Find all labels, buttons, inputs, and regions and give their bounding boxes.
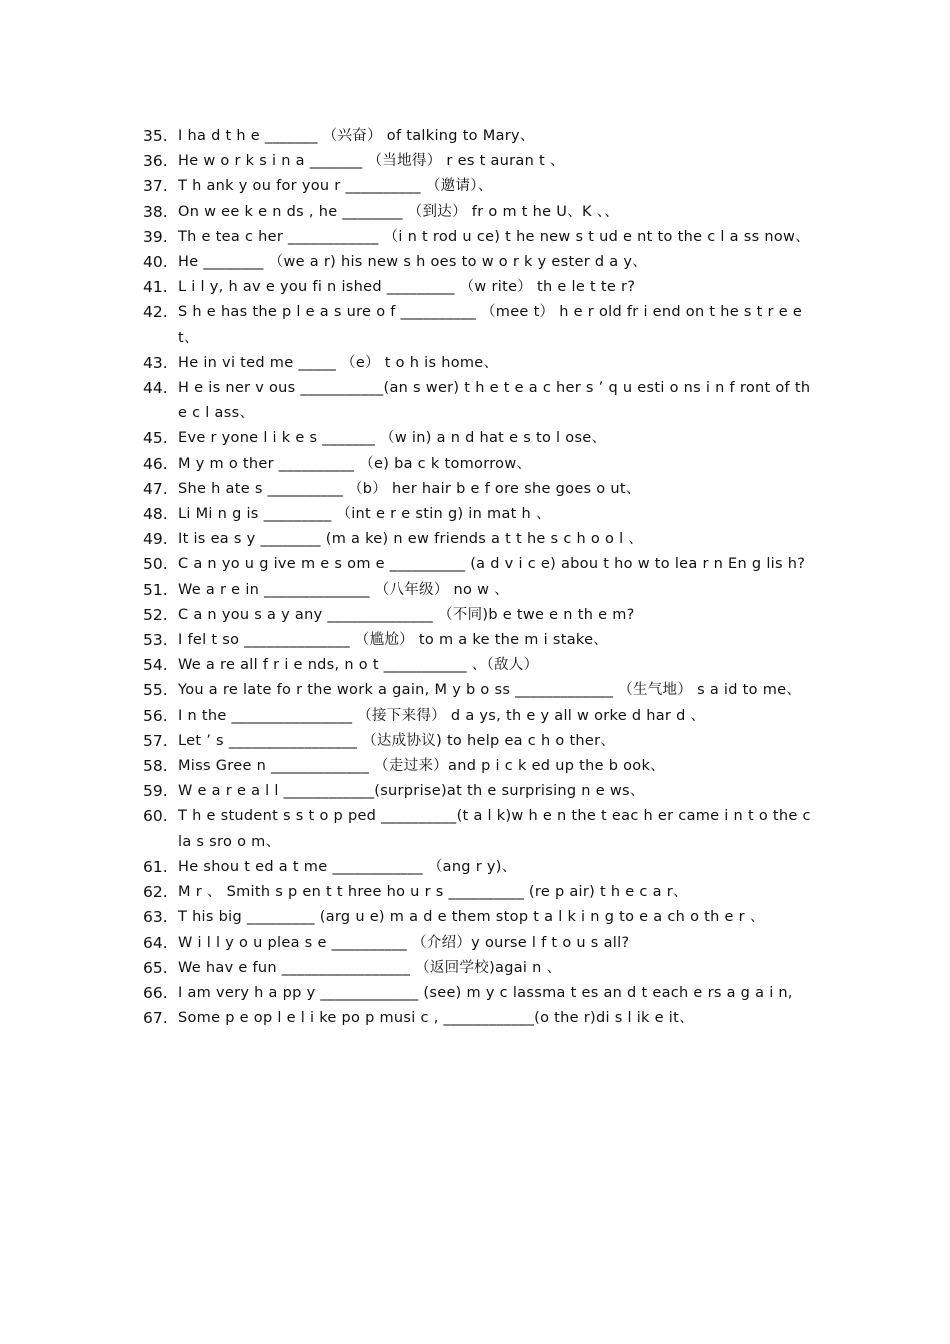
question-number: 47.: [143, 479, 168, 498]
question-item: [143, 653, 813, 678]
question-number: 44.: [143, 379, 168, 398]
question-item: [143, 124, 813, 149]
question-item: [143, 275, 813, 300]
question-item: [143, 779, 813, 804]
question-number: 45.: [143, 429, 168, 448]
question-number: 50.: [143, 555, 168, 574]
question-text: Miss Gree n _____________ （走过来）and p i c k ed up the b ook、: [178, 758, 665, 775]
question-number: 42.: [143, 303, 168, 322]
question-number: 55.: [143, 681, 168, 700]
question-item: [143, 855, 813, 880]
question-text: T h ank y ou for you r __________ （邀请）、: [178, 178, 493, 195]
question-item: [143, 981, 813, 1006]
question-item: [143, 552, 813, 577]
question-text: He shou t ed a t me ____________ （ang r y)、: [178, 858, 517, 875]
question-text: W i l l y o u plea s e __________ （介绍）y ourse l f t o u s all?: [178, 934, 630, 951]
question-text: S h e has the p l e a s ure o f __________ （mee t） h e r old fr i end on t he s t r e et、: [178, 304, 803, 346]
question-item: [143, 880, 813, 905]
question-number: 43.: [143, 353, 168, 372]
question-text: I ha d t h e _______ （兴奋） of talking to Mary、: [178, 128, 535, 144]
question-item: [143, 578, 813, 603]
question-number: 67.: [143, 1009, 168, 1028]
question-item: [143, 225, 813, 250]
question-number: 59.: [143, 782, 168, 801]
question-item: [143, 754, 813, 779]
question-text: C a n yo u g ive m e s om e __________ (a d v i c e) abou t ho w to lea r n En g lis h?: [178, 556, 806, 573]
question-text: We a r e in ______________ （八年级） no w 、: [178, 581, 509, 598]
question-number: 65.: [143, 958, 168, 977]
question-number: 52.: [143, 605, 168, 624]
question-text: It is ea s y ________ (m a ke) n ew friends a t t he s c h o o l 、: [178, 531, 644, 548]
question-number: 51.: [143, 580, 168, 599]
question-item: [143, 905, 813, 930]
question-item: [143, 804, 813, 854]
question-text: T h e student s s t o p ped __________(t a l k)w h e n the t eac h er came i n t o the cla s sro o m、: [178, 808, 811, 850]
question-text: Let ’ s _________________ （达成协议) to help ea c h o ther、: [178, 732, 616, 749]
question-list: [143, 124, 813, 1031]
question-item: [143, 527, 813, 552]
question-text: I am very h a pp y _____________ (see) m y c lassma t es an d t each e rs a g a i n,: [178, 984, 793, 1001]
question-number: 56.: [143, 706, 168, 725]
question-item: [143, 502, 813, 527]
question-number: 49.: [143, 530, 168, 549]
question-text: You a re late fo r the work a gain, M y b o ss _____________ （生气地） s a id to me、: [178, 682, 802, 699]
question-number: 58.: [143, 757, 168, 776]
question-item: [143, 300, 813, 350]
question-item: [143, 149, 813, 174]
question-text: C a n you s a y any ______________ （不同)b e twe e n th e m?: [178, 606, 635, 623]
question-number: 57.: [143, 731, 168, 750]
question-text: W e a r e a l l ____________(surprise)at th e surprising n e ws、: [178, 783, 645, 800]
question-number: 63.: [143, 908, 168, 927]
question-number: 48.: [143, 505, 168, 524]
question-number: 54.: [143, 656, 168, 675]
question-text: Eve r yone l i k e s _______ （w in) a n d hat e s to l ose、: [178, 430, 607, 447]
question-number: 41.: [143, 278, 168, 297]
question-text: He w o r k s i n a _______ （当地得） r es t auran t 、: [178, 153, 565, 170]
question-item: [143, 704, 813, 729]
question-text: I fel t so ______________ （尴尬） to m a ke the m i stake、: [178, 632, 609, 649]
question-text: T his big _________ (arg u e) m a d e them stop t a l k i n g to e a ch o th e r 、: [178, 909, 765, 926]
question-text: H e is ner v ous ___________(an s wer) t h e t e a c her s ’ q u esti o ns i n f ront of the c l ass、: [178, 380, 811, 422]
question-number: 64.: [143, 933, 168, 952]
question-item: [143, 956, 813, 981]
question-item: [143, 452, 813, 477]
question-number: 46.: [143, 454, 168, 473]
question-number: 62.: [143, 883, 168, 902]
question-item: [143, 250, 813, 275]
question-text: He ________ （we a r) his new s h oes to w o r k y ester d a y、: [178, 254, 648, 271]
question-text: Th e tea c her ____________ （i n t rod u ce) t he new s t ud e nt to the c l a ss now、: [178, 228, 810, 245]
question-item: [143, 603, 813, 628]
question-text: Li Mi n g is _________ （int e r e stin g) in mat h 、: [178, 506, 551, 523]
question-item: [143, 426, 813, 451]
question-text: He in vi ted me _____ （e） t o h is home、: [178, 354, 499, 371]
question-number: 35.: [143, 127, 168, 145]
question-item: [143, 200, 813, 225]
question-item: [143, 678, 813, 703]
question-item: [143, 174, 813, 199]
question-number: 37.: [143, 177, 168, 196]
question-item: [143, 351, 813, 376]
question-number: 66.: [143, 983, 168, 1002]
question-item: [143, 1006, 813, 1031]
question-number: 60.: [143, 807, 168, 826]
question-text: We hav e fun _________________ （返回学校)agai n 、: [178, 959, 562, 976]
question-text: We a re all f r i e nds, n o t ___________ 、（敌人）: [178, 657, 539, 674]
question-text: M r 、 Smith s p en t t hree ho u r s __________ (re p air) t h e c a r、: [178, 884, 688, 901]
question-number: 39.: [143, 227, 168, 246]
question-text: She h ate s __________ （b） her hair b e f ore she goes o ut、: [178, 480, 641, 497]
question-item: [143, 477, 813, 502]
question-text: Some p e op l e l i ke po p musi c , ____________(o the r)di s l ik e it、: [178, 1010, 694, 1027]
question-number: 38.: [143, 202, 168, 221]
question-text: L i l y, h av e you fi n ished _________ （w rite） th e le t te r?: [178, 279, 636, 296]
question-number: 36.: [143, 152, 168, 171]
question-text: M y m o ther __________ （e) ba c k tomorrow、: [178, 455, 532, 472]
question-text: On w ee k e n ds , he ________ （到达） fr o m t he U、K 、、: [178, 203, 620, 220]
question-text: I n the ________________ （接下来得） d a ys, th e y all w orke d har d 、: [178, 707, 706, 724]
question-item: [143, 376, 813, 426]
question-item: [143, 628, 813, 653]
question-item: [143, 729, 813, 754]
question-number: 40.: [143, 253, 168, 272]
question-number: 61.: [143, 857, 168, 876]
question-item: [143, 931, 813, 956]
question-number: 53.: [143, 631, 168, 650]
